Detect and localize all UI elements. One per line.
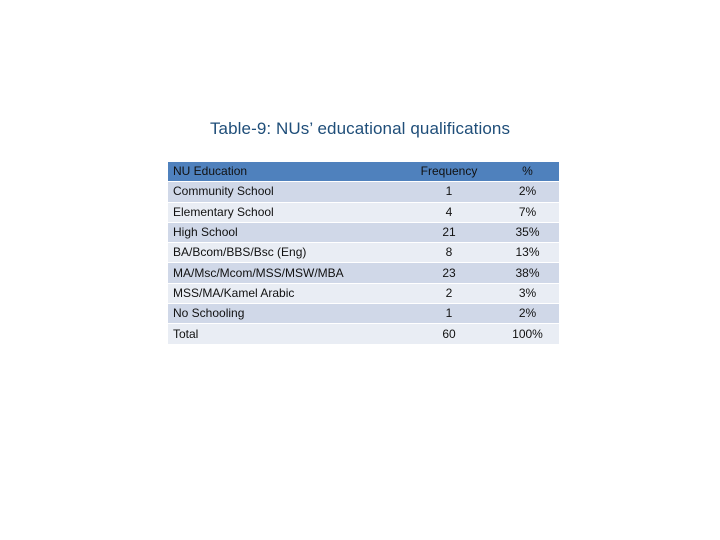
percent-cell: 7% bbox=[496, 202, 559, 222]
education-cell: Elementary School bbox=[168, 202, 402, 222]
percent-cell: 35% bbox=[496, 222, 559, 242]
column-header-education: NU Education bbox=[168, 162, 402, 182]
frequency-cell: 60 bbox=[402, 324, 496, 344]
table-row bbox=[168, 222, 559, 242]
education-cell: MSS/MA/Kamel Arabic bbox=[168, 283, 402, 303]
percent-cell: 13% bbox=[496, 243, 559, 263]
table-row bbox=[168, 283, 559, 303]
percent-cell: 38% bbox=[496, 263, 559, 283]
education-table bbox=[168, 162, 559, 345]
frequency-cell: 2 bbox=[402, 283, 496, 303]
table-row bbox=[168, 243, 559, 263]
education-cell: Total bbox=[168, 324, 402, 344]
percent-cell: 2% bbox=[496, 304, 559, 324]
frequency-cell: 4 bbox=[402, 202, 496, 222]
table-row-total bbox=[168, 324, 559, 344]
table-row bbox=[168, 182, 559, 202]
table-row bbox=[168, 304, 559, 324]
frequency-cell: 1 bbox=[402, 304, 496, 324]
frequency-cell: 21 bbox=[402, 222, 496, 242]
table-title: Table-9: NUs’ educational qualifications bbox=[209, 119, 511, 138]
percent-cell: 2% bbox=[496, 182, 559, 202]
frequency-cell: 8 bbox=[402, 243, 496, 263]
percent-cell: 100% bbox=[496, 324, 559, 344]
education-cell: No Schooling bbox=[168, 304, 402, 324]
column-header-percent: % bbox=[496, 162, 559, 182]
column-header-frequency: Frequency bbox=[402, 162, 496, 182]
percent-cell: 3% bbox=[496, 283, 559, 303]
table-header-row bbox=[168, 162, 559, 182]
education-cell: MA/Msc/Mcom/MSS/MSW/MBA bbox=[168, 263, 402, 283]
frequency-cell: 23 bbox=[402, 263, 496, 283]
education-cell: BA/Bcom/BBS/Bsc (Eng) bbox=[168, 243, 402, 263]
education-cell: High School bbox=[168, 222, 402, 242]
table-row bbox=[168, 263, 559, 283]
education-cell: Community School bbox=[168, 182, 402, 202]
table-row bbox=[168, 202, 559, 222]
frequency-cell: 1 bbox=[402, 182, 496, 202]
